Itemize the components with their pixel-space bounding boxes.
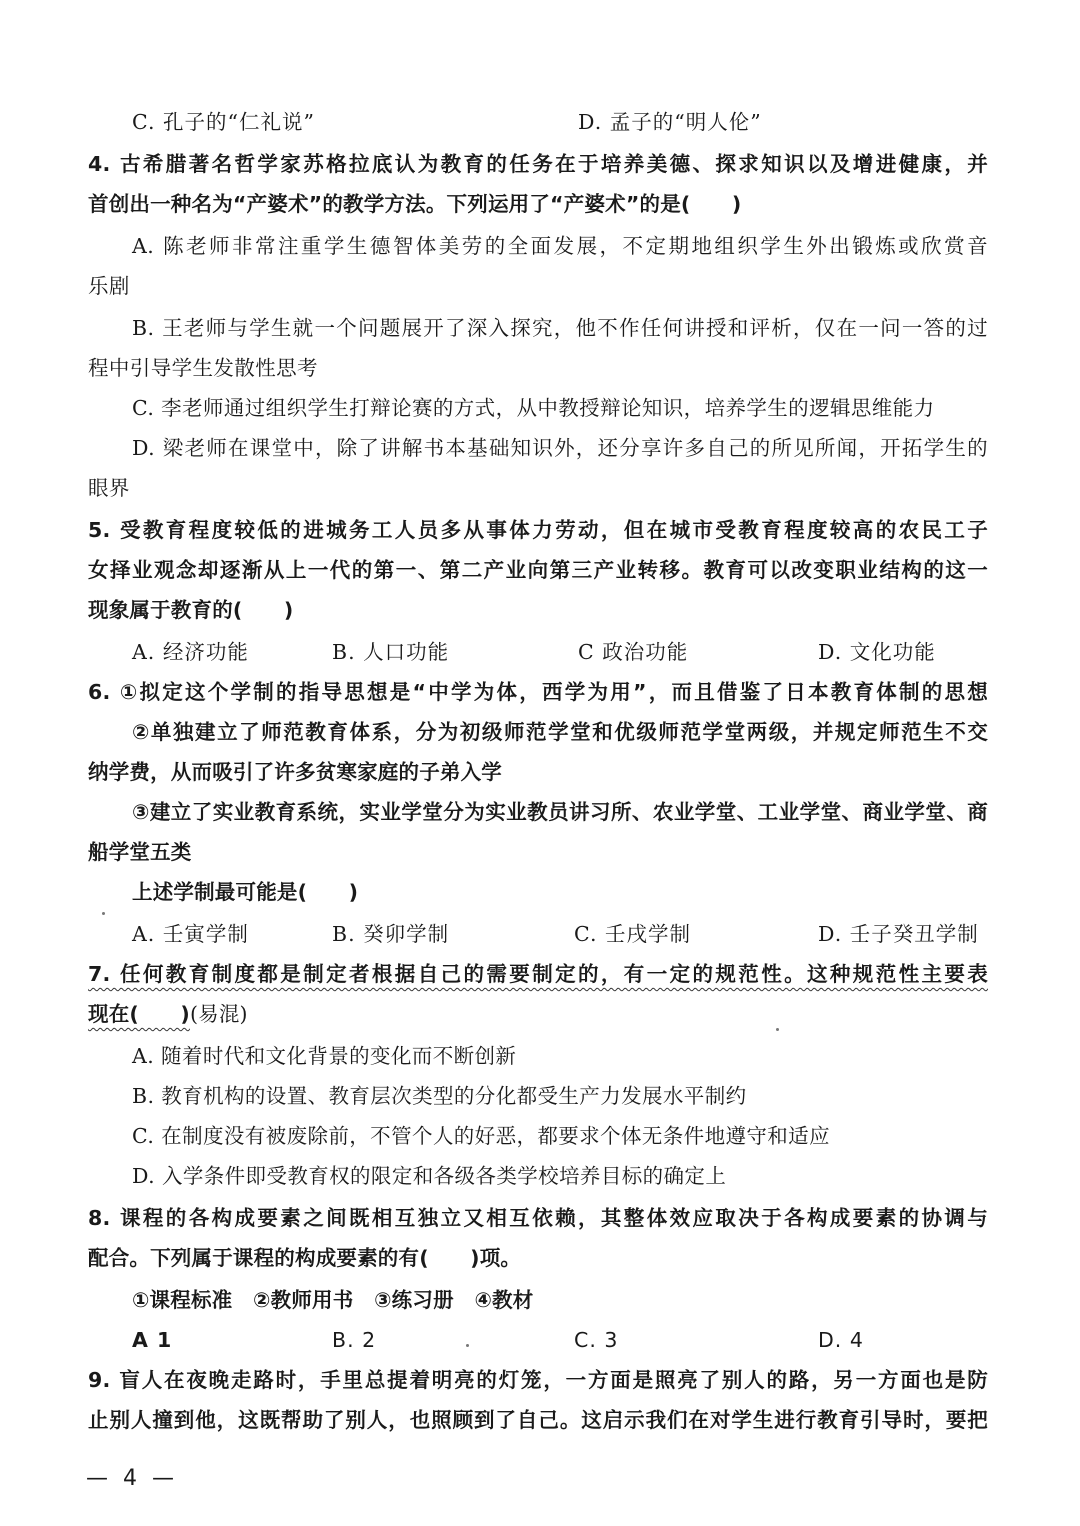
q6-option-c: C. 壬戌学制 [574, 922, 691, 946]
q5-stem-line-1: 5. 受教育程度较低的进城务工人员多从事体力劳动，但在城市受教育程度较高的农民工子 [88, 518, 988, 542]
q7-stem-line-1 [88, 960, 988, 988]
q7-stem-line-2 [88, 1000, 988, 1028]
q5-stem-line-2: 女择业观念却逐渐从上一代的第一、第二产业向第三产业转移。教育可以改变职业结构的这一 [88, 558, 988, 582]
page-number: — 4 — [86, 1466, 178, 1491]
q7-option-c: C. 在制度没有被废除前，不管个人的好恶，都要求个体无条件地遵守和适应 [132, 1124, 830, 1148]
q8-stem-line-2: 配合。下列属于课程的构成要素的有( )项。 [88, 1246, 522, 1270]
q8-option-b: B. 2 [332, 1328, 377, 1352]
q9-stem-line-2: 止别人撞到他，这既帮助了别人，也照顾到了自己。这启示我们在对学生进行教育引导时，要把 [88, 1408, 988, 1432]
q6-item-2-line-2: 纳学费，从而吸引了许多贫寒家庭的子弟入学 [88, 760, 502, 784]
q7-option-d: D. 入学条件即受教育权的限定和各级各类学校培养目标的确定上 [132, 1164, 727, 1188]
q7-option-a: A. 随着时代和文化背景的变化而不断创新 [132, 1044, 517, 1068]
q8-option-a: A 1 [132, 1328, 173, 1352]
q4-option-b-line-2: 程中引导学生发散性思考 [88, 356, 318, 380]
q6-option-a: A. 壬寅学制 [132, 922, 249, 946]
q6-option-b: B. 癸卯学制 [332, 922, 450, 946]
q8-option-d: D. 4 [818, 1328, 864, 1352]
q5-option-a: A. 经济功能 [132, 640, 249, 664]
q6-item-3-line-2: 船学堂五类 [88, 840, 192, 864]
q7-option-b: B. 教育机构的设置、教育层次类型的分化都受生产力发展水平制约 [132, 1084, 747, 1108]
q5-option-b: B. 人口功能 [332, 640, 450, 664]
q3-option-c: C. 孔子的“仁礼说” [132, 110, 315, 134]
q5-option-d: D. 文化功能 [818, 640, 936, 664]
q8-items: ①课程标准 ②教师用书 ③练习册 ④教材 [132, 1288, 534, 1312]
q7-tag-confusable: (易混) [189, 1002, 248, 1026]
q4-option-d-line-1: D. 梁老师在课堂中，除了讲解书本基础知识外，还分享许多自己的所见所闻，开拓学生的 [132, 436, 988, 460]
q6-option-d: D. 壬子癸丑学制 [818, 922, 979, 946]
q4-option-d-line-2: 眼界 [88, 476, 130, 500]
q7-stem-line-1-text: 7. 任何教育制度都是制定者根据自己的需要制定的，有一定的规范性。这种规范性主要表 [88, 962, 988, 986]
scan-speck [776, 1028, 779, 1031]
scan-speck [102, 912, 105, 915]
q6-question: 上述学制最可能是( ) [132, 880, 359, 904]
q5-stem-line-3: 现象属于教育的( ) [88, 598, 294, 622]
q4-option-b-line-1: B. 王老师与学生就一个问题展开了深入探究，他不作任何讲授和评析，仅在一问一答的过 [132, 316, 988, 340]
q5-option-c: C 政治功能 [578, 640, 689, 664]
q3-option-d: D. 孟子的“明人伦” [578, 110, 762, 134]
q8-option-c: C. 3 [574, 1328, 619, 1352]
q6-item-2-line-1: ②单独建立了师范教育体系，分为初级师范学堂和优级师范学堂两级，并规定师范生不交 [132, 720, 988, 744]
q7-stem-line-2-text: 现在( ) [88, 1002, 190, 1026]
q8-stem-line-1: 8. 课程的各构成要素之间既相互独立又相互依赖，其整体效应取决于各构成要素的协调与 [88, 1206, 988, 1230]
q6-item-1: 6. ①拟定这个学制的指导思想是“中学为体，西学为用”，而且借鉴了日本教育体制的思想 [88, 680, 988, 704]
q4-stem-line-2: 首创出一种名为“产婆术”的教学方法。下列运用了“产婆术”的是( ) [88, 192, 742, 216]
q4-option-a-line-1: A. 陈老师非常注重学生德智体美劳的全面发展，不定期地组织学生外出锻炼或欣赏音 [132, 234, 988, 258]
q4-stem-line-1: 4. 古希腊著名哲学家苏格拉底认为教育的任务在于培养美德、探求知识以及增进健康，并 [88, 152, 988, 176]
q4-option-c: C. 李老师通过组织学生打辩论赛的方式，从中教授辩论知识，培养学生的逻辑思维能力 [132, 396, 935, 420]
q9-stem-line-1: 9. 盲人在夜晚走路时，手里总提着明亮的灯笼，一方面是照亮了别人的路，另一方面也是防 [88, 1368, 988, 1392]
q6-item-3-line-1: ③建立了实业教育系统，实业学堂分为实业教员讲习所、农业学堂、工业学堂、商业学堂、商 [132, 800, 988, 824]
q4-option-a-line-2: 乐剧 [88, 274, 130, 298]
scan-speck [466, 1344, 469, 1347]
